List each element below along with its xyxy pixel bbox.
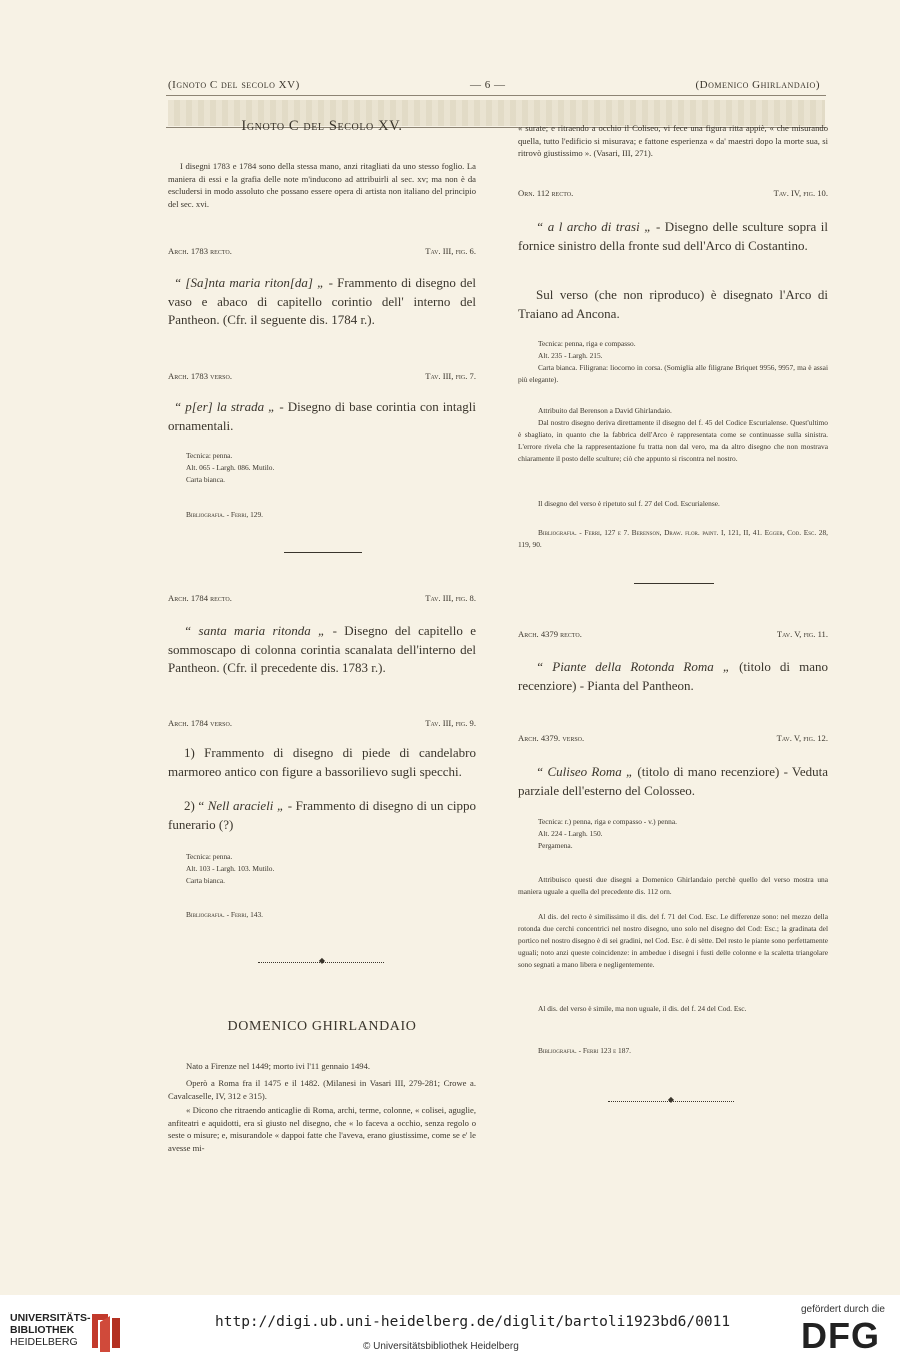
technique-paper: Carta bianca. Filigrana: liocorno in corsa. (Somiglia alle filigrane Briquet 9956, 9957, ma è assai più elegante). [518,363,828,384]
entry-quote: “ Culiseo Roma „ [536,764,634,779]
intro-paragraph: I disegni 1783 e 1784 sono della stessa mano, anzi ritagliati da uno stesso foglio. La maniera di essi e la grafia delle note m'inducono ad attribuirli al sec. xv; ma non è da escludersi in modo assoluto che possano essere opera di artista non italiano del principio del sec. xvi. [168,161,476,210]
entry-ref: Arch. 1784 verso. [168,718,232,728]
copyright-notice: © Universitätsbibliothek Heidelberg [363,1341,519,1352]
entry-plate: Tav. III, fig. 6. [425,246,476,256]
attribution-note: Attribuisco questi due disegni a Domenico Ghirlandaio perchè quello del verso mostra una maniera uguale a quella del precedente dis. 112 orn. [518,875,828,896]
running-head-left: (Ignoto C del secolo XV) [168,79,300,91]
entry-quote: “ Piante della Rotonda Roma „ [536,659,731,674]
entry-description-2: 2) “ Nell aracieli „ - Frammento di disegno di un cippo funerario (?) [168,798,476,832]
entry-quote: “ [Sa]nta maria riton[da] „ [174,275,325,290]
separator [634,583,714,584]
entry-plate: Tav. III, fig. 8. [425,593,476,603]
entry-ref: Arch. 4379 recto. [518,629,582,639]
header-rule [166,95,826,96]
separator [284,552,362,553]
technique-block: Tecnica: r.) penna, riga e compasso - v.) penna. Alt. 224 - Largh. 150. Pergamena. [538,817,677,850]
bibliography: Bibliografia. - Ferri 123 e 187. [538,1046,631,1055]
entry-description: “ [Sa]nta maria riton[da] „ - Frammento di disegno del vaso e abaco di capitello corintio dell' interno del Pantheon. (Cfr. il seguente dis. 1784 r.). [168,275,477,328]
note-paragraph: Dal nostro disegno deriva direttamente il disegno del f. 45 del Codice Escurialense. Quest'ultimo è sbagliato, in quanto che la fabbrica dell'Arco è rappresentata come se continuasse sulla sinistra. L'errore rivela che la rappresentazione fu tratta non dal vero, ma da altro disegno che non mostrava chiaramente il posto delle sculture; ciò che appunto si riscontra nel nostro. [518,418,828,463]
vasari-quote-continued: « surate; e ritraendo a occhio il Coliseo, vi fece una figura ritta appiè, « che misurando quella, tutto l'edificio si misurava; e fattone esperienza « da' maestri dopo la morte sua, si ritrovò giustissimo ». (Vasari, III, 271). [518,123,828,159]
entry-ref: Arch. 1783 recto. [168,246,232,256]
bibliography: Bibliografia. - Ferri, 129. [186,510,264,519]
technique-block: Tecnica: penna. Alt. 065 - Largh. 086. Mutilo. Carta bianca. [186,451,275,484]
entry-description-2: Sul verso (che non riproduco) è disegnato l'Arco di Traiano ad Ancona. [518,287,828,321]
entry-description: “ santa maria ritonda „ - Disegno del capitello e sommoscapo di colonna corintia scanalata dell'interno del Pantheon. (Cfr. il precedente dis. 1783 r.). [168,623,476,676]
entry-ref: Orn. 112 recto. [518,188,574,198]
page-number: — 6 — [470,79,506,91]
bio-line-2: Operò a Roma fra il 1475 e il 1482. (Milanesi in Vasari III, 279-281; Crowe a. Cavalcaselle, IV, 312 e 315). [168,1078,476,1101]
entry-description: “ p[er] la strada „ - Disegno di base corintia con intagli ornamentali. [168,399,477,433]
library-name: UNIVERSITÄTS- BIBLIOTHEK HEIDELBERG [10,1312,91,1348]
entry-plate: Tav. V, fig. 12. [776,733,828,743]
bibliography: Bibliografia. - Ferri, 143. [186,910,264,919]
vasari-quote: « Dicono che ritraendo anticaglie di Roma, archi, terme, colonne, « colisei, aguglie, anfiteatri e aquidotti, era sì giusto nel disegno, che « lo faceva a occhio, senza regolo o seste o misure; e, misurandole « dappoi fatte che l'aveva, erano giustissime, come se e' le avesse mi- [168,1105,476,1154]
bibliography: Bibliografia. - Ferri, 127 e 7. Berenson, Draw. flor. paint. I, 121, II, 41. Egger, Cod. Esc. 28, 119, 90. [518,528,828,549]
ornament-diamond: ◆ [667,1095,675,1104]
note-paragraph: Al dis. del verso è simile, ma non uguale, il dis. del f. 24 del Cod. Esc. [538,1004,747,1013]
note-paragraph: Il disegno del verso è ripetuto sul f. 27 del Cod. Escurialense. [538,499,720,508]
entry-plate: Tav. III, fig. 9. [425,718,476,728]
technique-block: Tecnica: penna. Alt. 103 - Largh. 103. Mutilo. Carta bianca. [186,852,275,885]
entry-quote: “ a l archo di trasi „ [536,219,652,234]
permalink-url[interactable]: http://digi.ub.uni-heidelberg.de/diglit/bartoli1923bd6/0011 [215,1314,731,1330]
ornament-diamond: ◆ [318,956,326,965]
entry-plate: Tav. III, fig. 7. [425,371,476,381]
viewer-footer [0,1295,900,1365]
entry-description: 1) Frammento di disegno di piede di candelabro marmoreo antico con figure a bassorilievo sugli specchi. [168,745,476,779]
dfg-logo: DFG [801,1315,880,1356]
attribution-note: Attribuito dal Berenson a David Ghirlandaio. [538,406,672,415]
entry-quote: Nell aracieli „ [207,798,285,813]
section-title-ignoto: Ignoto C del Secolo XV. [241,118,403,134]
entry-ref: Arch. 4379. verso. [518,733,585,743]
library-logo-icon [88,1308,124,1354]
note-paragraph: Al dis. del recto è similissimo il dis. del f. 71 del Cod. Esc. Le differenze sono: nel mezzo della rotonda due cerchi concentrici nel nostro disegno, uno solo nel disegno del Cod: Esc.; la gradinata del portico nel nostro disegno è di sei gradini, nel Cod. Esc. è di sètte. Del resto le piante sono perfettamente uguali; noto anzi queste coincidenze: in ambedue i disegni i fusti delle colonne e la scaletta triangolare sono segnati a mano libera e negligentemente. [518,912,828,969]
entry-ref: Arch. 1784 recto. [168,593,232,603]
entry-plate: Tav. V, fig. 11. [776,629,828,639]
entry-description: “ Culiseo Roma „ (titolo di mano recenziore) - Veduta parziale dell'esterno del Colosseo. [518,764,828,798]
entry-description: “ a l archo di trasi „ - Disegno delle sculture sopra il fornice sinistro della fronte sud dell'Arco di Costantino. [518,219,828,253]
entry-quote: “ santa maria ritonda „ [184,623,326,638]
entry-plate: Tav. IV, fig. 10. [773,188,828,198]
bio-line-1: Nato a Firenze nel 1449; morto ivi l'11 gennaio 1494. [186,1061,371,1071]
running-head-right: (Domenico Ghirlandaio) [695,79,820,91]
section-title-ghirlandaio: DOMENICO GHIRLANDAIO [227,1019,417,1034]
entry-ref: Arch. 1783 verso. [168,371,232,381]
entry-description: “ Piante della Rotonda Roma „ (titolo di mano recenziore) - Pianta del Pantheon. [518,659,828,693]
funding-label: gefördert durch die [801,1304,885,1315]
technique-block: Tecnica: penna, riga e compasso. Alt. 235 - Largh. 215. [538,339,636,360]
entry-quote: “ p[er] la strada „ [174,399,276,414]
